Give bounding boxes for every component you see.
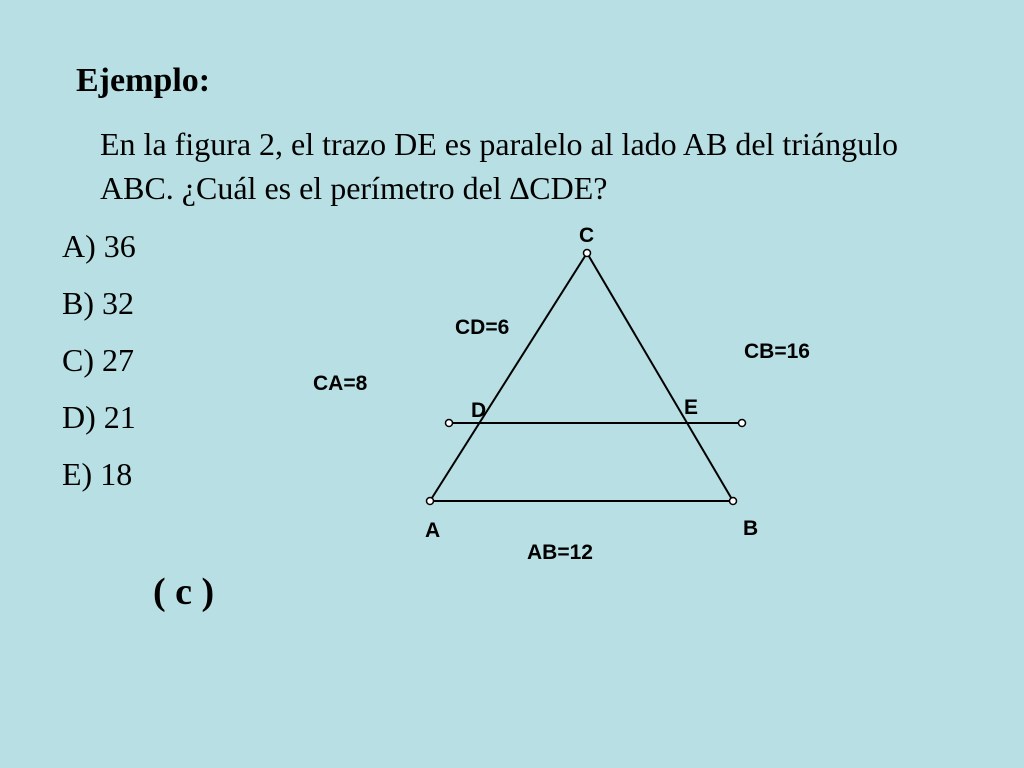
measure-cb: CB=16 — [744, 340, 810, 363]
segment-left-marker — [446, 420, 453, 427]
option-e: E) 18 — [62, 456, 133, 492]
segment-right-marker — [739, 420, 746, 427]
option-a: A) 36 — [62, 228, 136, 264]
question-text: En la figura 2, el trazo DE es paralelo al lado AB del triángulo ABC. ¿Cuál es el perímetro del ∆CDE? — [100, 126, 898, 206]
side-cb — [587, 253, 733, 501]
point-b-marker — [730, 498, 737, 505]
label-a: A — [425, 519, 441, 542]
label-b: B — [743, 517, 759, 540]
measure-ab: AB=12 — [527, 541, 593, 564]
option-c: C) 27 — [62, 342, 134, 378]
example-heading: Ejemplo: — [76, 62, 211, 99]
point-c-marker — [584, 250, 591, 257]
point-a-marker — [427, 498, 434, 505]
correct-answer: ( c ) — [153, 571, 215, 613]
option-b: B) 32 — [62, 285, 134, 321]
side-ca — [430, 253, 587, 501]
label-e: E — [684, 396, 699, 419]
measure-cd: CD=6 — [455, 316, 510, 339]
measure-ca: CA=8 — [313, 372, 368, 395]
label-d: D — [471, 399, 487, 422]
label-c: C — [579, 224, 595, 247]
option-d: D) 21 — [62, 399, 136, 435]
